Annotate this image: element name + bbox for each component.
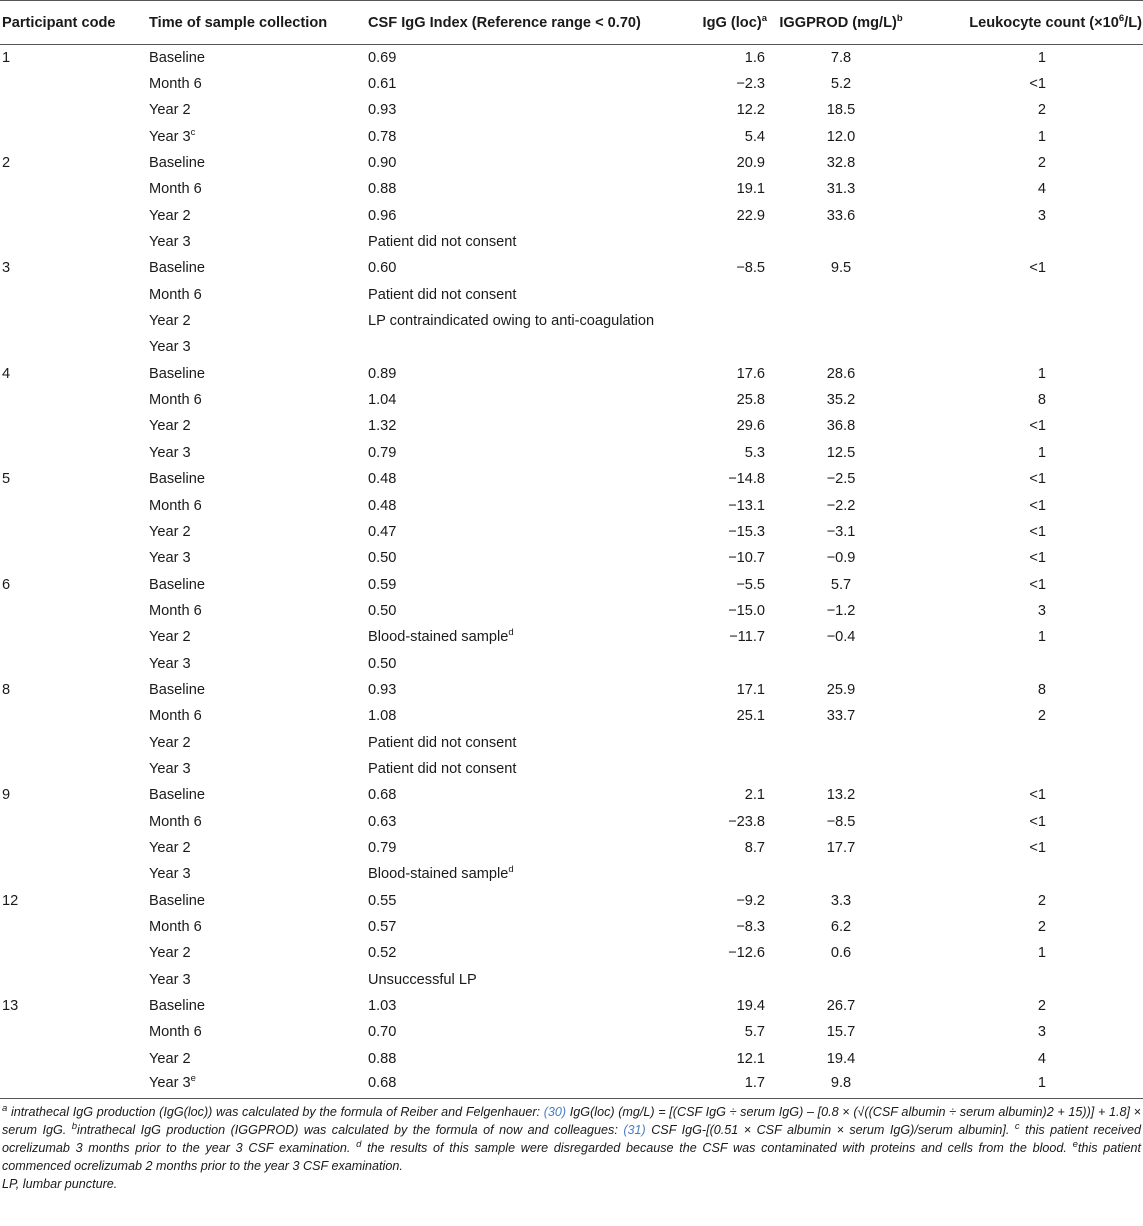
cell-participant-code: [0, 387, 147, 413]
header-igg-loc: IgG (loc)$^a$: [691, 1, 771, 45]
cell-time: Baseline: [149, 787, 205, 804]
table-row: [0, 756, 1143, 782]
cell-time: Baseline: [149, 155, 205, 172]
cell-participant-code: [0, 413, 147, 439]
cell-time: Month 6: [149, 1024, 202, 1041]
cell-time: Year 3: [149, 866, 191, 883]
table-row: [0, 492, 1143, 518]
cell-leukocyte-count: 4: [1037, 1050, 1046, 1067]
cell-participant-code: [0, 914, 147, 940]
cell-igg-loc: 1.7: [744, 1075, 765, 1092]
cell-iggprod: 32.8: [826, 155, 856, 172]
cell-comment: Unsuccessful LP: [368, 971, 477, 988]
cell-csf-igg-index: 0.88: [368, 181, 397, 198]
cell-igg-loc: −15.3: [728, 523, 765, 540]
table-row: [0, 650, 1143, 676]
cell-igg-loc: [691, 334, 771, 360]
cell-csf-igg-index: 0.78: [368, 128, 397, 145]
cell-participant-code: [0, 624, 147, 650]
table-row: [0, 519, 1143, 545]
cell-csf-igg-index: 0.88: [368, 1050, 397, 1067]
cell-leukocyte-count: <1: [1029, 497, 1046, 514]
cell-leukocyte-count: <1: [1029, 813, 1046, 830]
cell-igg-loc: 29.6: [736, 418, 765, 435]
cell-iggprod: 33.7: [826, 708, 856, 725]
cell-leukocyte-count: 2: [1037, 155, 1046, 172]
cell-comment: Patient did not consent: [368, 234, 517, 251]
table-row: [0, 334, 1143, 360]
footnote-marker: d: [508, 864, 514, 876]
cell-csf-igg-index: 0.55: [368, 892, 397, 909]
cell-leukocyte-count: 8: [1037, 681, 1046, 698]
cell-time: Year 2: [149, 523, 191, 540]
cell-igg-loc: [691, 650, 771, 676]
cell-leukocyte-count: <1: [1029, 523, 1046, 540]
cell-time: Baseline: [149, 681, 205, 698]
cell-participant-code: 4: [2, 365, 11, 382]
cell-time: Month 6: [149, 76, 202, 93]
reference-link[interactable]: (31): [623, 1123, 646, 1138]
cell-iggprod: −0.9: [826, 550, 856, 567]
cell-iggprod: 33.6: [826, 207, 856, 224]
cell-csf-igg-index: 0.68: [368, 1075, 397, 1092]
cell-csf-igg-index: 0.50: [368, 550, 397, 567]
cell-csf-igg-index: 0.57: [368, 919, 397, 936]
cell-csf-igg-index: 0.79: [368, 839, 397, 856]
table-row: [0, 308, 1143, 334]
cell-participant-code: 12: [2, 892, 19, 909]
table-row: [0, 729, 1143, 755]
table-row: [0, 45, 1143, 71]
cell-csf-igg-index: 0.63: [368, 813, 397, 830]
cell-leukocyte-count: 1: [1037, 444, 1046, 461]
header-time-of-collection: Time of sample collection: [147, 1, 366, 45]
table-row: [0, 940, 1143, 966]
cell-iggprod: −0.4: [826, 629, 856, 646]
cell-igg-loc: −11.7: [729, 629, 765, 646]
cell-participant-code: [0, 545, 147, 571]
cell-participant-code: [0, 967, 147, 993]
cell-participant-code: 1: [2, 49, 11, 66]
cell-igg-loc: −2.3: [736, 76, 765, 93]
cell-participant-code: [0, 124, 147, 150]
cell-participant-code: [0, 650, 147, 676]
cell-time: Year 3: [149, 444, 191, 461]
cell-csf-igg-index: 1.03: [368, 998, 397, 1015]
cell-igg-loc: −14.8: [728, 471, 765, 488]
cell-csf-igg-index: 0.90: [368, 155, 397, 172]
cell-participant-code: [0, 282, 147, 308]
cell-time: Baseline: [149, 49, 205, 66]
cell-leukocyte-count: 1: [1037, 128, 1046, 145]
cell-igg-loc: −10.7: [728, 550, 765, 567]
cell-igg-loc: −5.5: [736, 576, 765, 593]
cell-iggprod: 6.2: [830, 919, 852, 936]
cell-csf-igg-index: 0.47: [368, 523, 397, 540]
cell-participant-code: [0, 203, 147, 229]
cell-iggprod: −8.5: [826, 813, 856, 830]
cell-participant-code: [0, 861, 147, 887]
cell-csf-igg-index: 0.93: [368, 681, 397, 698]
cell-iggprod: 9.8: [830, 1075, 852, 1092]
cell-participant-code: [0, 940, 147, 966]
cell-participant-code: [0, 176, 147, 202]
cell-comment: Patient did not consent: [368, 734, 517, 751]
cell-participant-code: [0, 1019, 147, 1045]
table-row: [0, 967, 1143, 993]
cell-participant-code: [0, 97, 147, 123]
cell-iggprod: 26.7: [826, 998, 856, 1015]
cell-iggprod: 12.5: [826, 444, 856, 461]
cell-comment: LP contraindicated owing to anti-coagulation: [368, 313, 655, 330]
cell-time: Month 6: [149, 708, 202, 725]
cell-iggprod: 28.6: [826, 365, 856, 382]
cell-igg-loc: −12.6: [728, 945, 765, 962]
cell-comment: Patient did not consent: [368, 286, 517, 303]
table-row: [0, 150, 1143, 176]
cell-leukocyte-count: 2: [1037, 892, 1046, 909]
table-row: [0, 888, 1143, 914]
cell-time: Baseline: [149, 471, 205, 488]
cell-time: Year 2: [149, 734, 191, 751]
cell-csf-igg-index: 0.50: [368, 655, 397, 672]
footnote-marker: b: [896, 12, 903, 24]
cell-igg-loc: 19.1: [736, 181, 765, 198]
cell-time: Year 2: [149, 313, 191, 330]
cell-leukocyte-count: 3: [1037, 207, 1046, 224]
table-row: [0, 571, 1143, 597]
header-csf-igg-index: CSF IgG Index (Reference range < 0.70): [366, 1, 691, 45]
table-row: [0, 782, 1143, 808]
cell-csf-igg-index: 0.61: [368, 76, 397, 93]
cell-participant-code: [0, 308, 147, 334]
cell-time: Month 6: [149, 919, 202, 936]
cell-time: Baseline: [149, 998, 205, 1015]
cell-igg-loc: 1.6: [744, 49, 765, 66]
header-iggprod: IGGPROD $(mg/L)^b$: [771, 1, 911, 45]
cell-participant-code: [0, 1072, 147, 1098]
header-row: [0, 1, 1143, 45]
table-row: [0, 466, 1143, 492]
cell-csf-igg-index: 0.48: [368, 471, 397, 488]
table-row: [0, 624, 1143, 650]
cell-participant-code: 13: [2, 998, 19, 1015]
cell-time: Baseline: [149, 260, 205, 277]
table-row: [0, 124, 1143, 150]
table-row: [0, 861, 1143, 887]
table-row: [0, 361, 1143, 387]
cell-csf-igg-index: 0.48: [368, 497, 397, 514]
cell-csf-igg-index: 0.93: [368, 102, 397, 119]
cell-time: Baseline: [149, 576, 205, 593]
cell-participant-code: [0, 835, 147, 861]
cell-comment: Blood-stained sample$^d$: [368, 864, 514, 883]
table-row: [0, 203, 1143, 229]
cell-participant-code: [0, 519, 147, 545]
cell-leukocyte-count: 1: [1037, 49, 1046, 66]
cell-time: Baseline: [149, 892, 205, 909]
cell-time: Year 2: [149, 1050, 191, 1067]
cell-csf-igg-index: 0.52: [368, 945, 397, 962]
header-leukocyte-count: Leukocyte count $(\times 10^6/L)$: [911, 1, 1143, 45]
cell-participant-code: [0, 71, 147, 97]
cell-time: Year 3e: [149, 1073, 196, 1092]
cell-leukocyte-count: 1: [1037, 365, 1046, 382]
cell-csf-igg-index: 0.68: [368, 787, 397, 804]
table-row: [0, 703, 1143, 729]
cell-iggprod: −1.2: [826, 602, 856, 619]
cell-igg-loc: −15.0: [728, 602, 765, 619]
cell-time: Year 2: [149, 102, 191, 119]
cell-igg-loc: 2.1: [744, 787, 765, 804]
cell-igg-loc: 20.9: [736, 155, 765, 172]
cell-csf-igg-index: 0.70: [368, 1024, 397, 1041]
cell-csf-igg-index: 0.59: [368, 576, 397, 593]
table-row: [0, 1046, 1143, 1072]
cell-leukocyte-count: 1: [1037, 1075, 1046, 1092]
cell-participant-code: [0, 440, 147, 466]
cell-participant-code: [0, 229, 147, 255]
cell-leukocyte-count: <1: [1029, 576, 1046, 593]
cell-csf-igg-index: [366, 334, 691, 360]
cell-time: Year 3: [149, 655, 191, 672]
cell-leukocyte-count: <1: [1029, 471, 1046, 488]
cell-iggprod: 12.0: [826, 128, 856, 145]
cell-iggprod: 3.3: [830, 892, 852, 909]
cell-csf-igg-index: 0.69: [368, 49, 397, 66]
cell-csf-igg-index: 1.32: [368, 418, 397, 435]
cell-csf-igg-index: 0.50: [368, 602, 397, 619]
cell-time: Year 2: [149, 207, 191, 224]
table-footnotes: [0, 1098, 1143, 1193]
cell-time: Year 3: [149, 550, 191, 567]
cell-leukocyte-count: <1: [1029, 76, 1046, 93]
cell-leukocyte-count: 3: [1037, 602, 1046, 619]
table-row: [0, 1019, 1143, 1045]
cell-csf-igg-index: 1.04: [368, 392, 397, 409]
abbreviation-note: LP, lumbar puncture.: [2, 1177, 118, 1192]
cell-leukocyte-count: 4: [1037, 181, 1046, 198]
cell-igg-loc: 25.8: [736, 392, 765, 409]
cell-igg-loc: 12.2: [736, 102, 765, 119]
cell-igg-loc: 12.1: [736, 1050, 765, 1067]
cell-time: Year 3: [149, 339, 191, 356]
cell-iggprod: 5.2: [830, 76, 852, 93]
table-row: [0, 387, 1143, 413]
cell-leukocyte-count: <1: [1029, 418, 1046, 435]
cell-leukocyte-count: 2: [1037, 919, 1046, 936]
reference-link[interactable]: (30): [543, 1105, 567, 1120]
cell-participant-code: [0, 808, 147, 834]
cell-participant-code: 9: [2, 787, 11, 804]
table-body: [0, 45, 1143, 1099]
table-row: [0, 440, 1143, 466]
footnote-marker: d: [508, 627, 514, 639]
header-participant-code: Participant code: [0, 1, 147, 45]
cell-csf-igg-index: 0.89: [368, 365, 397, 382]
cell-participant-code: 6: [2, 576, 11, 593]
table-row: [0, 808, 1143, 834]
cell-leukocyte-count: 2: [1037, 102, 1046, 119]
cell-participant-code: [0, 598, 147, 624]
cell-csf-igg-index: 0.79: [368, 444, 397, 461]
cell-iggprod: 17.7: [826, 839, 856, 856]
footnote-marker: c: [190, 126, 196, 138]
cell-igg-loc: −9.2: [736, 892, 765, 909]
cell-igg-loc: 25.1: [736, 708, 765, 725]
cell-participant-code: [0, 334, 147, 360]
cell-participant-code: 3: [2, 260, 11, 277]
cell-leukocyte-count: [911, 650, 1143, 676]
cell-leukocyte-count: [911, 334, 1143, 360]
cell-csf-igg-index: 1.08: [368, 708, 397, 725]
cell-time: Year 3$^c$: [149, 126, 196, 145]
cell-csf-igg-index: Blood-stained sample$^d$: [368, 627, 514, 646]
cell-comment: Patient did not consent: [368, 760, 517, 777]
cell-iggprod: −3.1: [826, 523, 856, 540]
table-row: [0, 176, 1143, 202]
cell-igg-loc: 5.3: [744, 444, 765, 461]
cell-iggprod: 0.6: [830, 945, 852, 962]
cell-igg-loc: −8.3: [736, 919, 765, 936]
cell-igg-loc: 19.4: [736, 998, 765, 1015]
cell-time: Year 3: [149, 234, 191, 251]
cell-time: Month 6: [149, 497, 202, 514]
cell-iggprod: 31.3: [826, 181, 856, 198]
cell-iggprod: −2.5: [826, 471, 856, 488]
cell-time: Year 3: [149, 971, 191, 988]
cell-iggprod: 13.2: [826, 787, 856, 804]
cell-iggprod: 35.2: [826, 392, 856, 409]
cell-leukocyte-count: 1: [1037, 945, 1046, 962]
cell-igg-loc: 5.7: [744, 1024, 765, 1041]
table-row: [0, 835, 1143, 861]
table-row: [0, 255, 1143, 281]
cell-igg-loc: −13.1: [728, 497, 765, 514]
cell-participant-code: [0, 729, 147, 755]
cell-leukocyte-count: <1: [1029, 260, 1046, 277]
cell-csf-igg-index: 0.60: [368, 260, 397, 277]
table-row: [0, 993, 1143, 1019]
cell-leukocyte-count: 3: [1037, 1024, 1046, 1041]
table-row: [0, 229, 1143, 255]
cell-iggprod: 36.8: [826, 418, 856, 435]
cell-igg-loc: −8.5: [736, 260, 765, 277]
cell-leukocyte-count: <1: [1029, 839, 1046, 856]
cell-time: Year 2: [149, 629, 191, 646]
cell-time: Baseline: [149, 365, 205, 382]
table-row: [0, 545, 1143, 571]
table-row: [0, 97, 1143, 123]
footnote-marker: a: [761, 12, 767, 24]
cell-participant-code: [0, 1046, 147, 1072]
cell-iggprod: 5.7: [830, 576, 852, 593]
cell-time: Year 3: [149, 760, 191, 777]
table-row: [0, 1072, 1143, 1098]
cell-iggprod: [771, 650, 911, 676]
cell-igg-loc: 5.4: [744, 128, 765, 145]
cell-time: Month 6: [149, 813, 202, 830]
table-row: [0, 413, 1143, 439]
cell-participant-code: [0, 703, 147, 729]
cell-participant-code: 8: [2, 681, 11, 698]
table-row: [0, 282, 1143, 308]
cell-iggprod: 25.9: [826, 681, 856, 698]
footnote-text: $^a$ intrathecal IgG production (IgG(loc)) was calculated by the formula of Reiber and Felgenhauer: (30) IgG(loc) (mg/L) = [(CSF IgG ÷ serum IgG) – [0.8 × (√((CSF albumin ÷ serum albumin)2 + 15))] + 1.8] × serum IgG. $^b$intrathecal IgG production (IGGPROD) was calculated by the formula of now and colleagues: (31) CSF IgG-[(0.51 × CSF albumin × serum IgG)/serum albumin]. $^c$ this patient received ocrelizumab 3 months prior to the year 3 CSF examination. $^d$ the results of this sample were disregarded because the CSF was contaminated with proteins and cells from the blood. $^e$this patient commenced ocrelizumab 2 months prior to the year 3 CSF examination.: [2, 1103, 1142, 1174]
cell-time: Year 2: [149, 418, 191, 435]
cell-iggprod: 19.4: [826, 1050, 856, 1067]
cell-igg-loc: 17.1: [736, 681, 765, 698]
cell-time: Month 6: [149, 602, 202, 619]
cell-igg-loc: 8.7: [744, 839, 765, 856]
table-row: [0, 914, 1143, 940]
cell-igg-loc: −23.8: [728, 813, 765, 830]
cell-csf-igg-index: 0.96: [368, 207, 397, 224]
cell-time: Month 6: [149, 286, 202, 303]
table-row: [0, 598, 1143, 624]
cell-time: Month 6: [149, 181, 202, 198]
cell-participant-code: 2: [2, 155, 11, 172]
cell-iggprod: 15.7: [826, 1024, 856, 1041]
cell-iggprod: [771, 334, 911, 360]
cell-participant-code: [0, 756, 147, 782]
footnote-marker: e: [190, 1073, 196, 1085]
cell-leukocyte-count: <1: [1029, 550, 1046, 567]
table-row: [0, 677, 1143, 703]
cell-leukocyte-count: 2: [1037, 998, 1046, 1015]
cell-iggprod: 9.5: [830, 260, 852, 277]
table-row: [0, 71, 1143, 97]
cell-time: Year 2: [149, 945, 191, 962]
cell-time: Month 6: [149, 392, 202, 409]
cell-time: Year 2: [149, 839, 191, 856]
cell-participant-code: [0, 492, 147, 518]
cell-igg-loc: 17.6: [736, 365, 765, 382]
cell-leukocyte-count: 2: [1037, 708, 1046, 725]
cell-leukocyte-count: <1: [1029, 787, 1046, 804]
cell-leukocyte-count: 1: [1037, 629, 1046, 646]
cell-iggprod: 18.5: [826, 102, 856, 119]
cell-participant-code: 5: [2, 471, 11, 488]
cell-iggprod: −2.2: [826, 497, 856, 514]
cell-igg-loc: 22.9: [736, 207, 765, 224]
cell-leukocyte-count: 8: [1037, 392, 1046, 409]
cell-iggprod: 7.8: [830, 49, 852, 66]
